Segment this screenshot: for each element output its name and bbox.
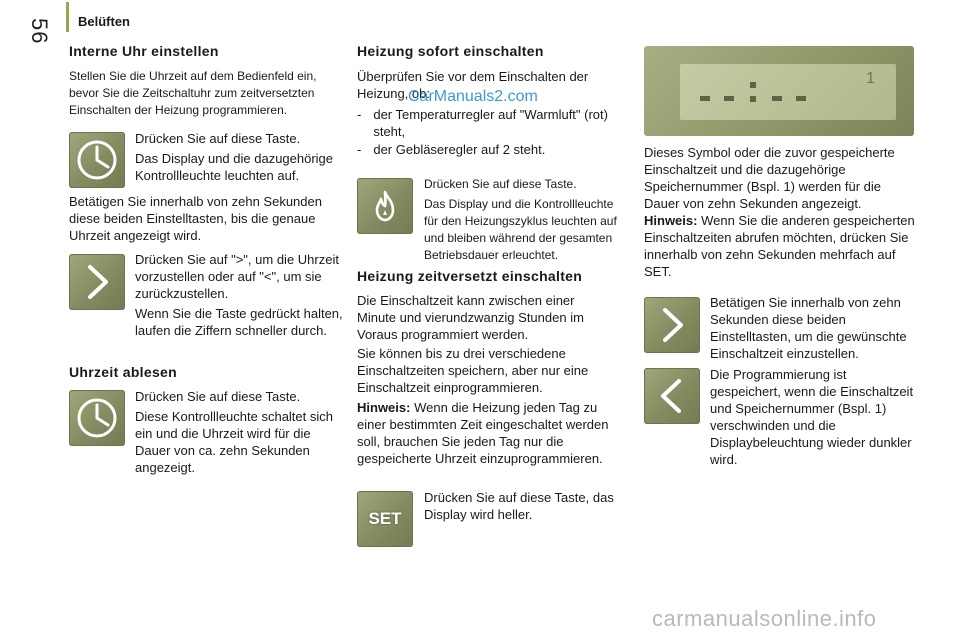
intro-set-clock: Stellen Sie die Uhrzeit auf dem Bedienfeld ein, bevor Sie die Zeitschaltuhr zum zeitversetzten Einschalten der Heizung programmieren. xyxy=(69,69,317,117)
set-button[interactable] xyxy=(357,491,413,547)
forward-button[interactable] xyxy=(644,297,700,353)
set-button-label: SET xyxy=(368,509,402,528)
flame-icon xyxy=(363,184,407,228)
adjust-keys-instruction: Betätigen Sie innerhalb von zehn Sekunden diese beiden Einstelltasten, um die gewünschte Einschaltzeit einzustellen. xyxy=(710,295,907,361)
clock-icon xyxy=(75,138,119,182)
heater-display xyxy=(644,46,914,136)
arrow-hold-description: Wenn Sie die Taste gedrückt halten, laufen die Ziffern schneller durch. xyxy=(135,306,343,338)
clock1-description: Das Display und die dazugehörige Kontrollleuchte leuchten auf. xyxy=(135,151,334,183)
clock-icon xyxy=(75,396,119,440)
page-number: 56 xyxy=(27,18,52,45)
check-temperature: der Temperaturregler auf "Warmluft" (rot) steht, xyxy=(373,107,608,139)
arrow-instruction: Drücken Sie auf ">", um die Uhrzeit vorzustellen oder auf "<", um sie zurückzustellen. xyxy=(135,252,339,301)
watermark-top: CarManuals2.com xyxy=(408,88,538,105)
heat-description: Das Display und die Kontrollleuchte für den Heizungszyklus leuchten auf und bleiben während der gesamten Betriebsdauer erleuchtet. xyxy=(424,197,617,262)
chevron-right-icon xyxy=(650,303,694,347)
section-accent-bar xyxy=(66,2,69,32)
display-screen xyxy=(680,64,896,120)
delayed-memory: Sie können bis zu drei verschiedene Einschaltzeiten speichern, aber nur eine Einschaltzeit einprogrammieren. xyxy=(357,346,589,395)
set-instruction: Drücken Sie auf diese Taste, das Display wird heller. xyxy=(424,490,614,522)
memory-slot-number: 1 xyxy=(866,70,875,87)
list-item: - der Gebläseregler auf 2 steht. xyxy=(357,142,546,157)
forward-button[interactable] xyxy=(69,254,125,310)
clock2-description: Diese Kontrollleuchte schaltet sich ein und die Uhrzeit wird für die Dauer von ca. zehn Sekunden angezeigt. xyxy=(135,409,333,475)
heading-heat-now: Heizung sofort einschalten xyxy=(357,43,544,59)
heading-read-clock: Uhrzeit ablesen xyxy=(69,364,177,380)
clock-button[interactable] xyxy=(69,132,125,188)
heat-check-intro: Überprüfen Sie vor dem Einschalten der Heizung, ob: xyxy=(357,69,589,101)
heating-button[interactable] xyxy=(357,178,413,234)
watermark-footer: carmanualsonline.info xyxy=(652,606,877,631)
clock-read-button[interactable] xyxy=(69,390,125,446)
delayed-hint: Hinweis: Wenn die Heizung jeden Tag zu einer bestimmten Zeit eingeschaltet werden soll, brauchen Sie jeden Tag nur die gespeicherte Uhrzeit einzuprogrammieren. xyxy=(357,400,609,466)
saved-text: Die Programmierung ist gespeichert, wenn die Einschaltzeit und Speichernummer (Bspl. 1) verschwinden und die Displaybeleuchtung wieder dunkler wird. xyxy=(710,367,914,467)
set-keys-instruction: Betätigen Sie innerhalb von zehn Sekunden diese beiden Einstelltasten, bis die genaue Uhrzeit angezeigt wird. xyxy=(69,194,322,243)
display-hint: Hinweis: Wenn Sie die anderen gespeicherten Einschaltzeiten abrufen möchten, drücken Sie innerhalb von zehn Sekunden mehrfach auf SET. xyxy=(644,213,915,279)
heading-heat-delayed: Heizung zeitversetzt einschalten xyxy=(357,268,583,284)
section-title: Belüften xyxy=(78,14,130,29)
clock2-instruction: Drücken Sie auf diese Taste. xyxy=(135,389,301,404)
clock1-instruction: Drücken Sie auf diese Taste. xyxy=(135,131,301,146)
check-fan: der Gebläseregler auf 2 steht. xyxy=(373,142,546,157)
time-placeholder-dashes xyxy=(680,64,896,120)
chevron-right-icon xyxy=(75,260,119,304)
heat-instruction: Drücken Sie auf diese Taste. xyxy=(424,177,577,191)
delayed-range: Die Einschaltzeit kann zwischen einer Minute und vierundzwanzig Stunden im Voraus programmiert werden. xyxy=(357,293,584,342)
display-description: Dieses Symbol oder die zuvor gespeicherte Einschaltzeit und die dazugehörige Speichernummer (Bspl. 1) werden für die Dauer von zehn Sekunden angezeigt. xyxy=(644,145,895,211)
saved-description xyxy=(644,366,919,468)
heading-set-clock: Interne Uhr einstellen xyxy=(69,43,219,59)
list-item: - der Temperaturregler auf "Warmluft" (rot) steht, xyxy=(357,106,629,140)
